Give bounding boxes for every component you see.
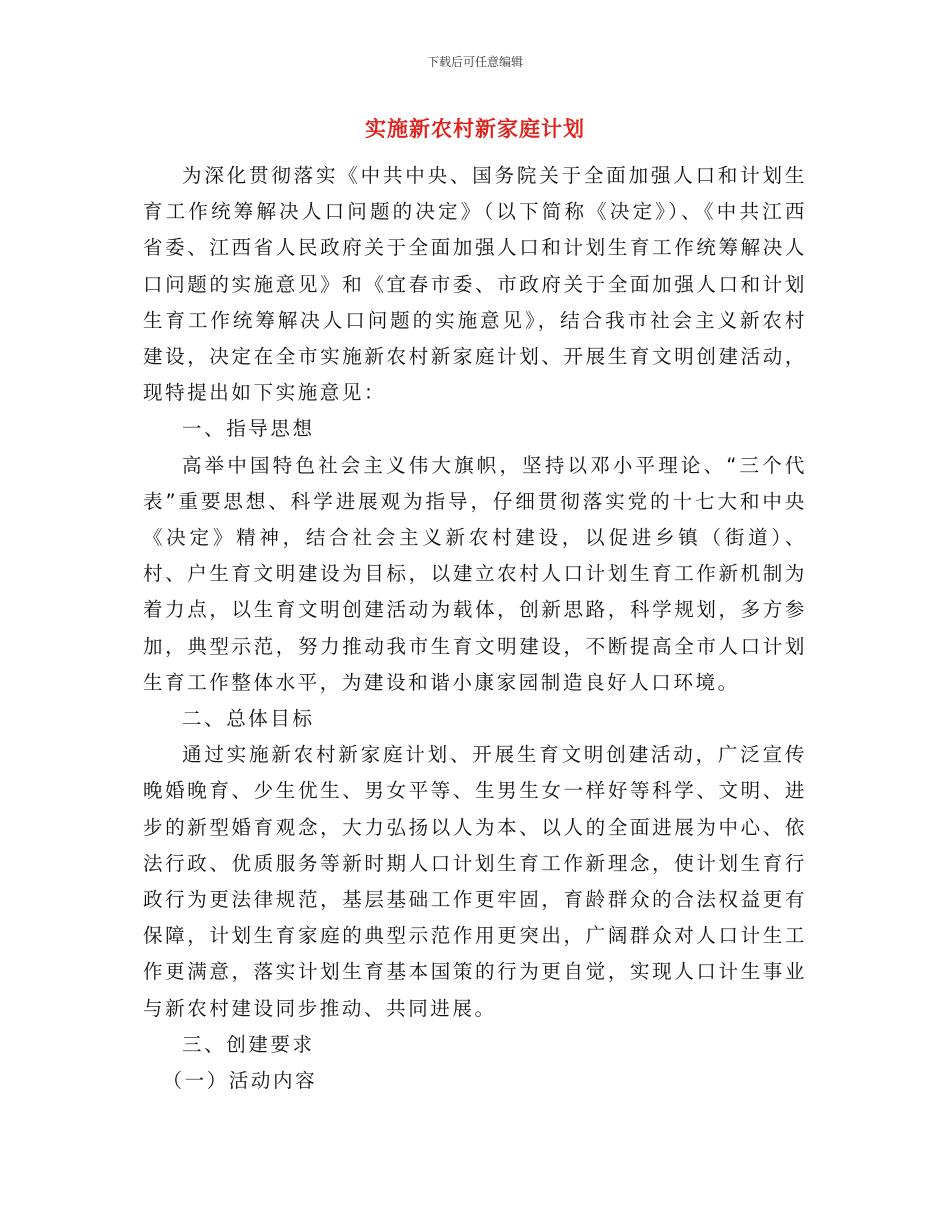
document-body	[143, 158, 807, 1099]
section-heading-creation-requirements: 三、创建要求	[182, 1032, 315, 1056]
page-header-note: 下载后可任意编辑	[426, 55, 523, 69]
section-heading-overall-goals: 二、总体目标	[182, 707, 315, 731]
subsection-heading-activity-content: （一）活动内容	[162, 1069, 318, 1093]
intro-paragraph: 为深化贯彻落实《中共中央、国务院关于全面加强人口和计划生育工作统筹解决人口问题的决定》（以下简称《决定》）、《中共江西省委、江西省人民政府关于全面加强人口和计划生育工作统筹解决人口问题的实施意见》和《宜春市委、市政府关于全面加强人口和计划生育工作统筹解决人口问题的实施意见》，结合我市社会主义新农村建设，决定在全市实施新农村新家庭计划、开展生育文明创建活动，现特提出如下实施意见：	[143, 164, 807, 405]
document-title: 实施新农村新家庭计划	[365, 117, 585, 141]
section-heading-guiding-ideology: 一、指导思想	[182, 417, 315, 441]
section-body-overall-goals: 通过实施新农村新家庭计划、开展生育文明创建活动，广泛宣传晚婚晚育、少生优生、男女平等、生男生女一样好等科学、文明、进步的新型婚育观念，大力弘扬以人为本、以人的全面进展为中心、依法行政、优质服务等新时期人口计划生育工作新理念，使计划生育行政行为更法律规范，基层基础工作更牢固，育龄群众的合法权益更有保障，计划生育家庭的典型示范作用更突出，广阔群众对人口计生工作更满意，落实计划生育基本国策的行为更自觉，实现人口计生事业与新农村建设同步推动、共同进展。	[143, 743, 807, 1020]
section-body-guiding-ideology: 高举中国特色社会主义伟大旗帜，坚持以邓小平理论、“三个代表”重要思想、科学进展观为指导，仔细贯彻落实党的十七大和中央《决定》精神，结合社会主义新农村建设，以促进乡镇（街道）、村、户生育文明建设为目标，以建立农村人口计划生育工作新机制为着力点，以生育文明创建活动为载体，创新思路，科学规划，多方参加，典型示范，努力推动我市生育文明建设，不断提高全市人口计划生育工作整体水平，为建设和谐小康家园制造良好人口环境。	[143, 453, 807, 694]
